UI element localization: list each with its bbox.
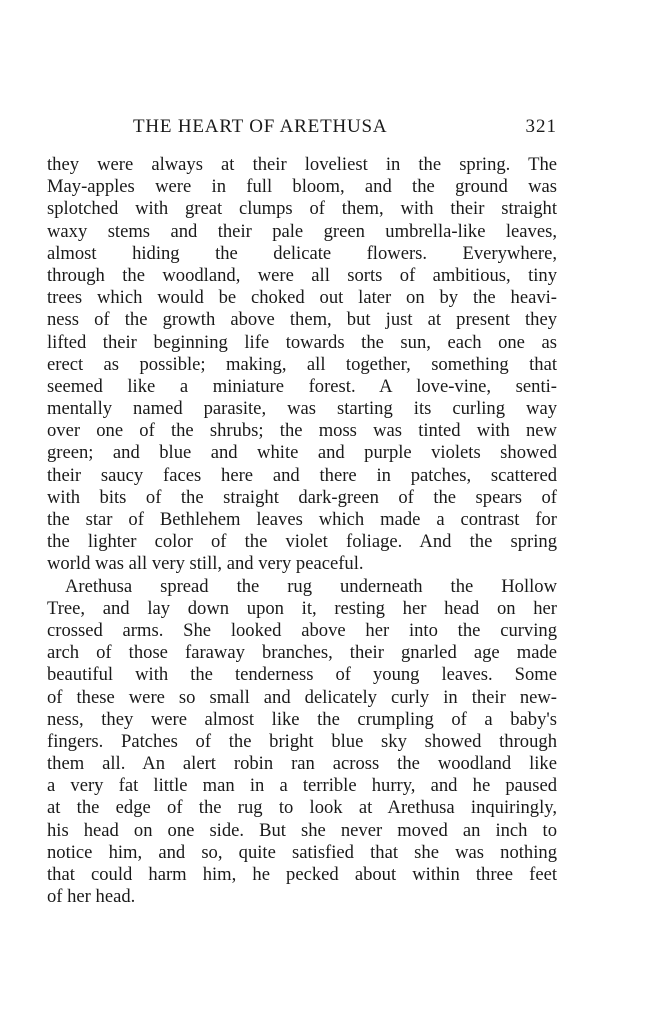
text-line: splotched with great clumps of them, with their straight: [47, 198, 557, 220]
text-line: beautiful with the tenderness of young leaves. Some: [47, 664, 557, 686]
book-page: [47, 110, 557, 908]
text-line: mentally named parasite, was starting its curling way: [47, 398, 557, 420]
text-line: green; and blue and white and purple violets showed: [47, 442, 557, 464]
text-line: his head on one side. But she never moved an inch to: [47, 819, 557, 841]
text-line: waxy stems and their pale green umbrella-like leaves,: [47, 220, 557, 242]
running-header: [47, 110, 557, 142]
text-line: that could harm him, he pecked about within three feet: [47, 864, 557, 885]
text-line: arch of those faraway branches, their gnarled age made: [47, 642, 557, 664]
paragraph-end-line: of her head.: [47, 886, 136, 908]
text-line: of these were so small and delicately curly in their new-: [47, 686, 557, 708]
text-line: with bits of the straight dark-green of the spears of: [47, 486, 557, 508]
text-line: crossed arms. She looked above her into the curving: [47, 619, 557, 641]
paragraph-start-line: Arethusa spread the rug underneath the Hollow: [65, 575, 557, 597]
text-line: the lighter color of the violet foliage. And the spring: [47, 531, 557, 553]
text-line: they were always at their loveliest in the spring. The: [47, 154, 557, 175]
text-line: almost hiding the delicate flowers. Everywhere,: [47, 242, 557, 264]
page-number: 321: [525, 116, 557, 137]
text-line: through the woodland, were all sorts of ambitious, tiny: [47, 264, 557, 286]
text-line: seemed like a miniature forest. A love-vine, senti-: [47, 375, 557, 397]
text-line: ness, they were almost like the crumpling of a baby's: [47, 708, 557, 730]
text-line: over one of the shrubs; the moss was tinted with new: [47, 420, 557, 442]
text-line: them all. An alert robin ran across the woodland like: [47, 753, 557, 775]
running-title: THE HEART OF ARETHUSA: [133, 116, 388, 137]
text-line: fingers. Patches of the bright blue sky showed through: [47, 730, 557, 752]
text-line: notice him, and so, quite satisfied that she was nothing: [47, 841, 557, 863]
paragraph-end-line: world was all very still, and very peaceful.: [47, 553, 364, 575]
text-line: ness of the growth above them, but just at present they: [47, 309, 557, 331]
text-line: trees which would be choked out later on by the heavi-: [47, 287, 557, 309]
text-line: the star of Bethlehem leaves which made a contrast for: [47, 509, 557, 530]
text-line: lifted their beginning life towards the sun, each one as: [47, 331, 557, 353]
text-line: a very fat little man in a terrible hurry, and he paused: [47, 775, 557, 797]
body-text: [47, 154, 557, 908]
text-line: Tree, and lay down upon it, resting her head on her: [47, 597, 557, 619]
text-line: May-apples were in full bloom, and the ground was: [47, 176, 557, 198]
text-line: their saucy faces here and there in patches, scattered: [47, 464, 557, 486]
text-line: erect as possible; making, all together, something that: [47, 353, 557, 375]
text-line: at the edge of the rug to look at Arethusa inquiringly,: [47, 797, 557, 819]
